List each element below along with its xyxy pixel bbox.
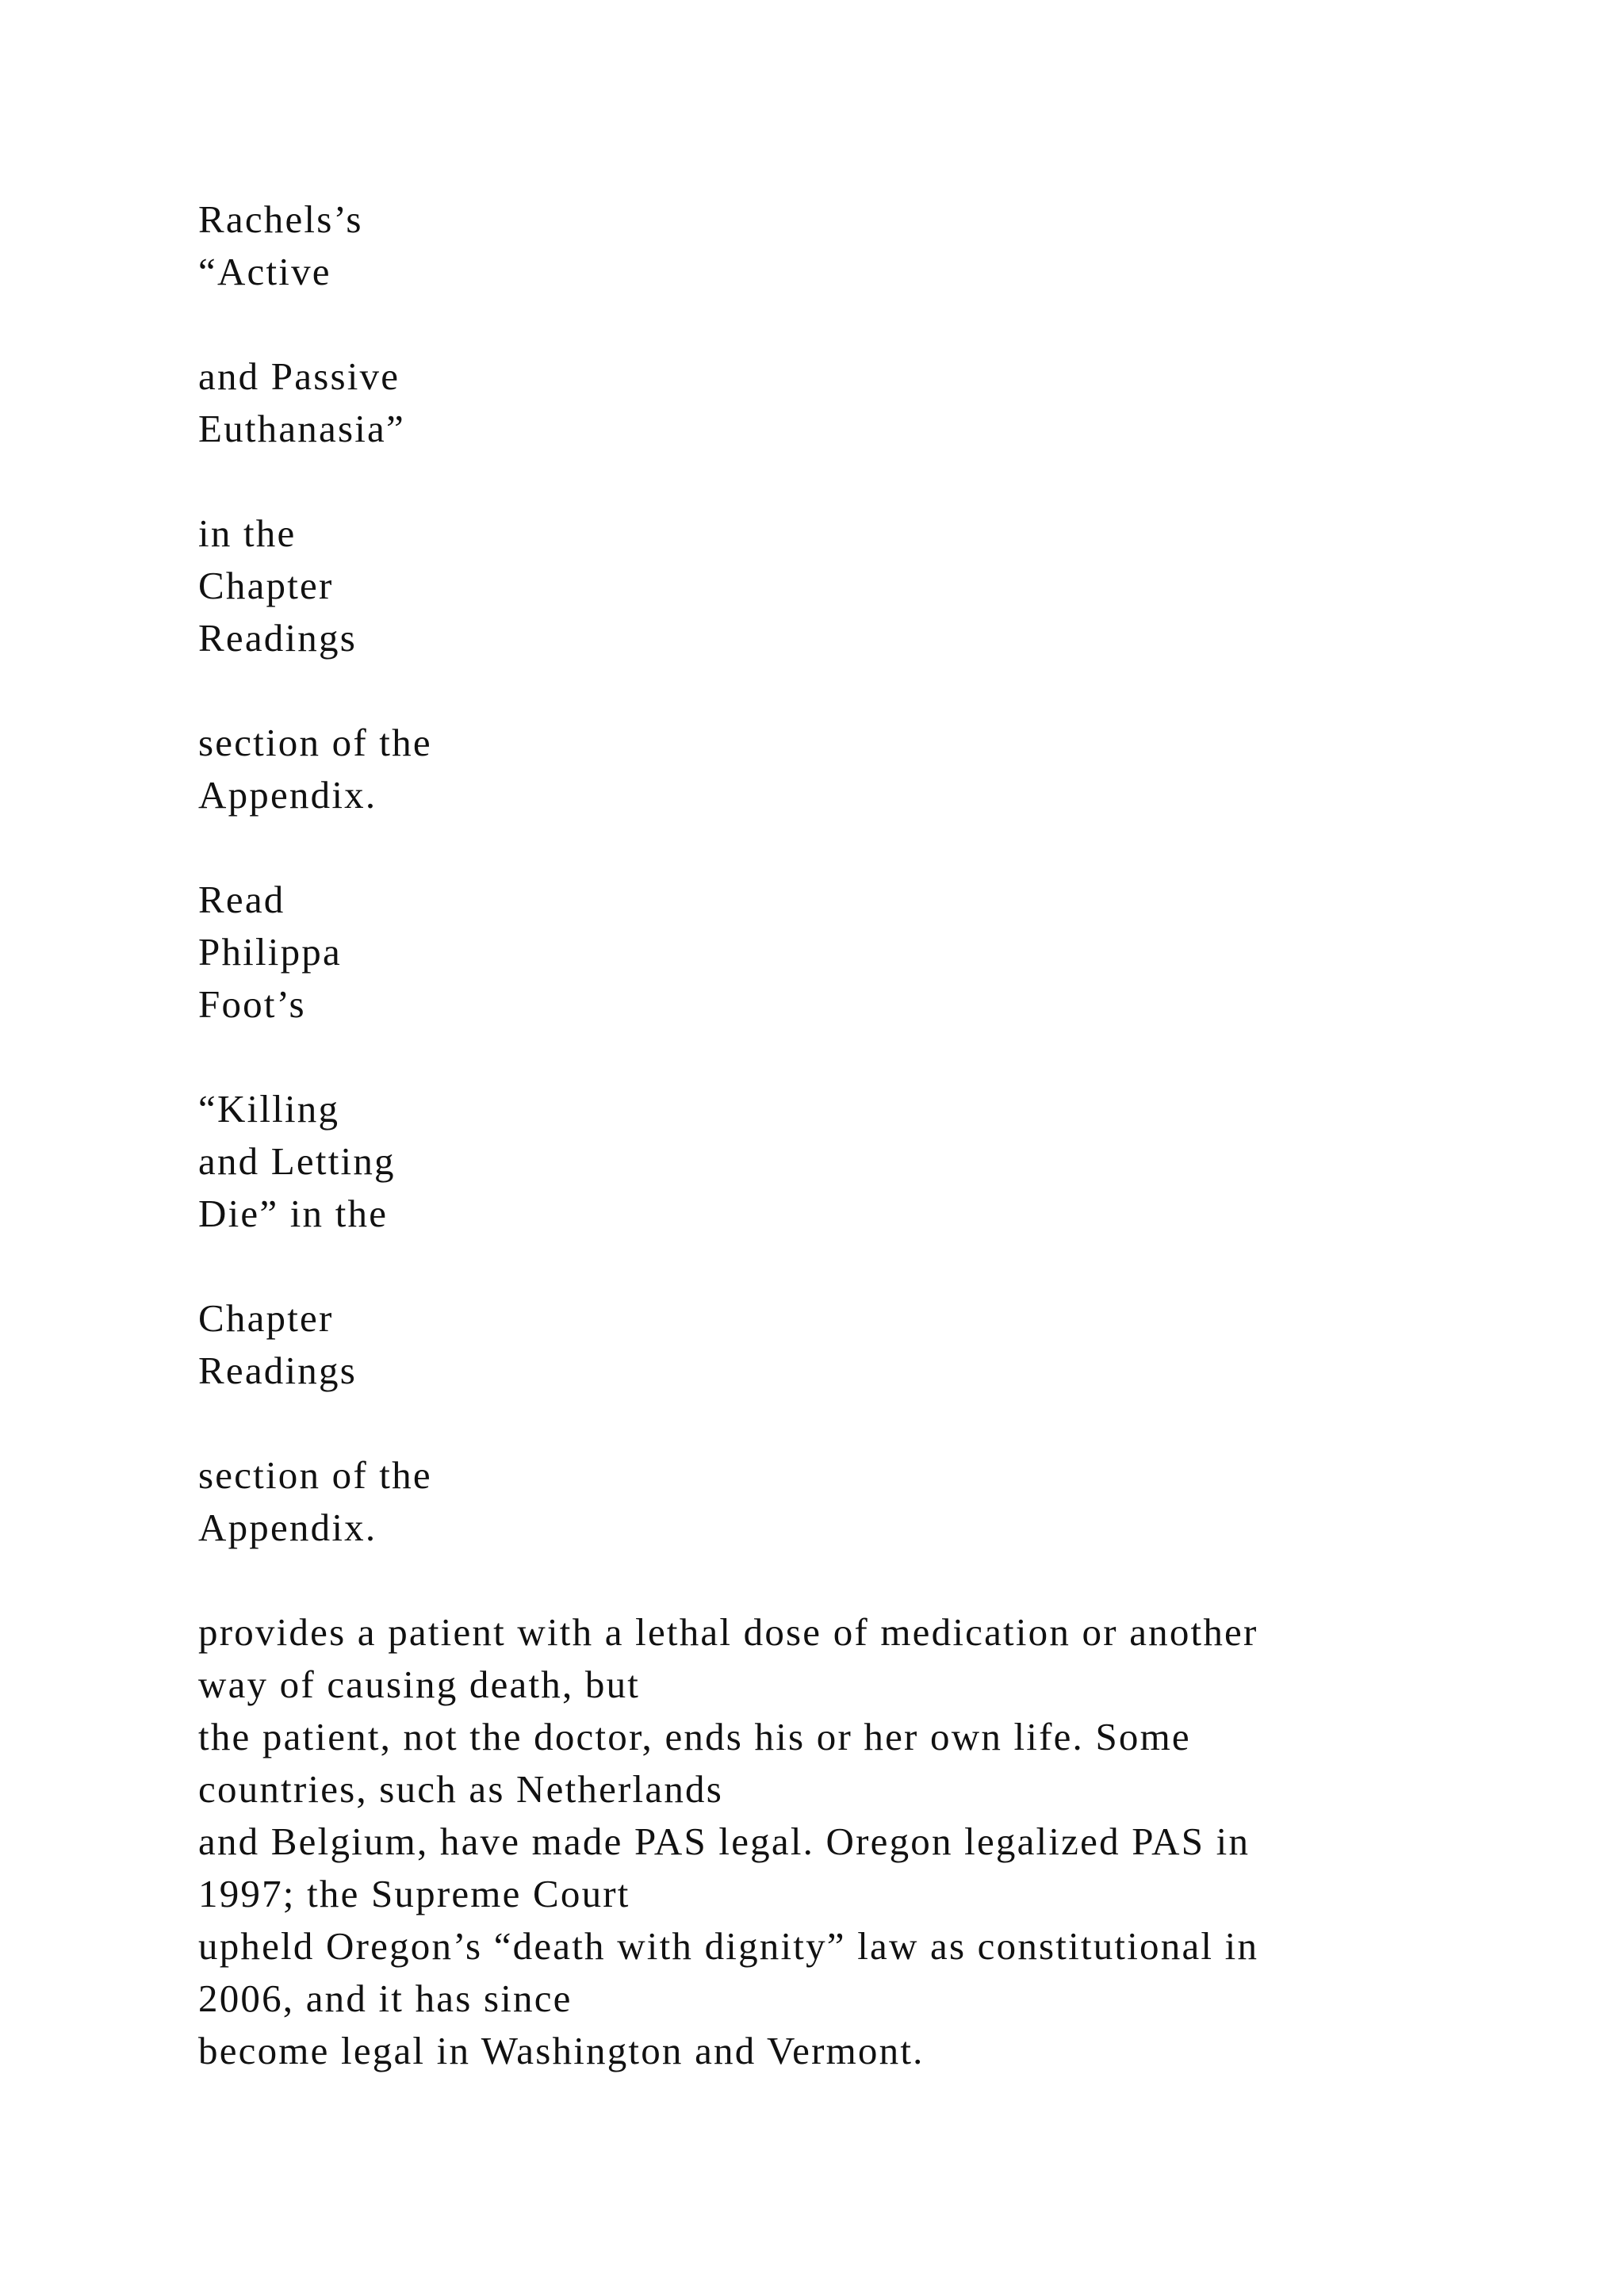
text-line: “Active xyxy=(198,250,331,293)
text-line: Rachels’s xyxy=(198,197,363,241)
text-line: and Letting xyxy=(198,1139,396,1183)
text-line: the patient, not the doctor, ends his or her own life. Some xyxy=(198,1715,1191,1758)
text-line: upheld Oregon’s “death with dignity” law as constitutional in xyxy=(198,1924,1259,1968)
text-line: become legal in Washington and Vermont. xyxy=(198,2029,925,2072)
text-line: and Belgium, have made PAS legal. Oregon legalized PAS in xyxy=(198,1820,1251,1863)
blank-line xyxy=(198,821,1435,874)
text-line: Read xyxy=(198,878,285,921)
text-line: Philippa xyxy=(198,930,342,974)
text-line: 2006, and it has since xyxy=(198,1976,573,2020)
text-line: countries, such as Netherlands xyxy=(198,1767,723,1811)
text-line: Readings xyxy=(198,1349,357,1392)
text-line: Readings xyxy=(198,616,357,660)
text-line: Appendix. xyxy=(198,773,377,817)
text-line: Chapter xyxy=(198,1296,334,1340)
text-line: and Passive xyxy=(198,354,400,398)
blank-line xyxy=(198,664,1435,717)
text-line: Chapter xyxy=(198,564,334,607)
text-line: Die” in the xyxy=(198,1192,389,1235)
text-line: way of causing death, but xyxy=(198,1663,641,1706)
blank-line xyxy=(198,298,1435,350)
blank-line xyxy=(198,1240,1435,1292)
text-line: in the xyxy=(198,511,297,555)
blank-line xyxy=(198,1031,1435,1083)
text-line: section of the xyxy=(198,721,432,764)
text-line: section of the xyxy=(198,1453,432,1497)
blank-line xyxy=(198,1554,1435,1606)
text-line: Euthanasia” xyxy=(198,407,405,450)
text-line: Foot’s xyxy=(198,982,306,1026)
blank-line xyxy=(198,455,1435,507)
blank-line xyxy=(198,1397,1435,1449)
text-line: 1997; the Supreme Court xyxy=(198,1872,630,1915)
text-line: Appendix. xyxy=(198,1506,377,1549)
text-line: “Killing xyxy=(198,1087,340,1131)
text-line: provides a patient with a lethal dose of medication or another xyxy=(198,1610,1258,1654)
document-body xyxy=(198,193,1435,2077)
